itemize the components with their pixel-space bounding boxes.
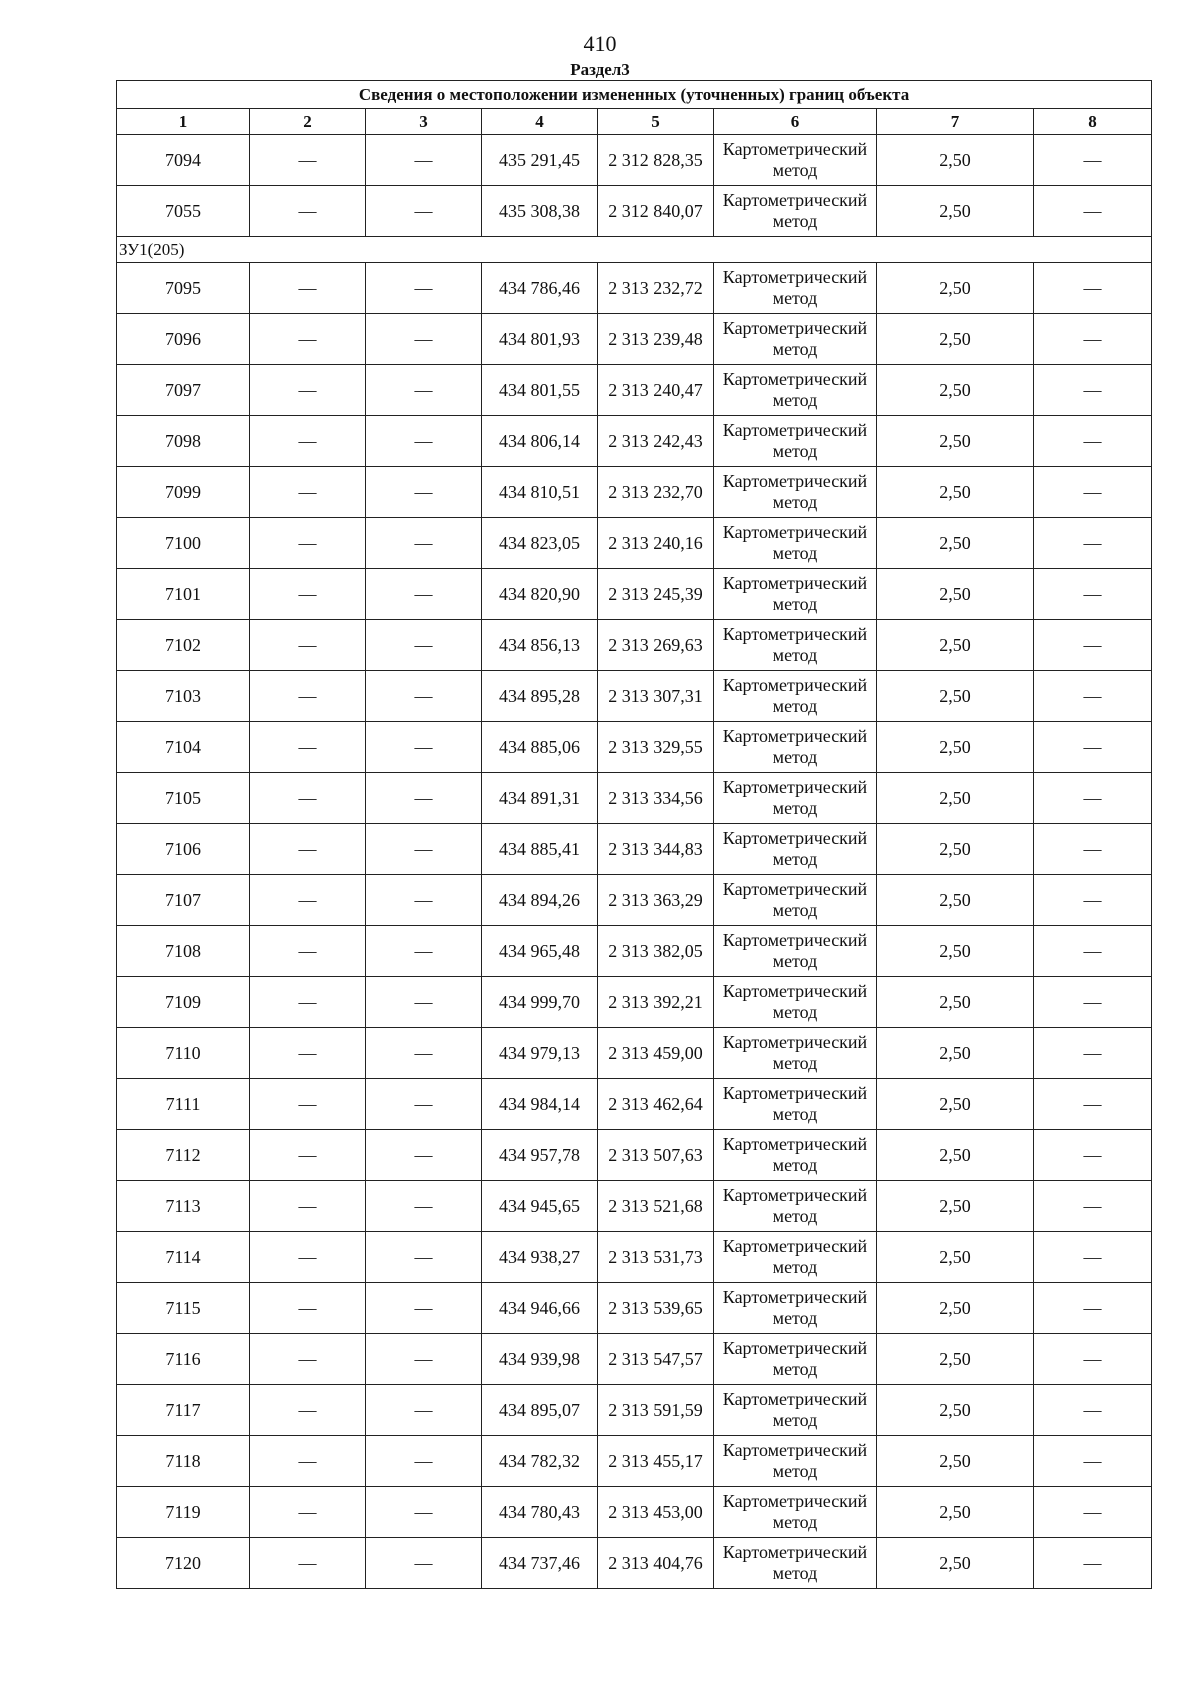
- method-cell: Картометрический метод: [714, 314, 877, 365]
- method-cell: Картометрический метод: [714, 416, 877, 467]
- method-cell: Картометрический метод: [714, 135, 877, 186]
- dash-cell: —: [250, 365, 366, 416]
- precision-cell: 2,50: [877, 569, 1034, 620]
- y-coordinate-cell: 2 313 404,76: [598, 1538, 714, 1589]
- method-cell: Картометрический метод: [714, 1130, 877, 1181]
- point-number-cell: 7115: [117, 1283, 250, 1334]
- dash-cell: —: [366, 416, 482, 467]
- y-coordinate-cell: 2 312 840,07: [598, 186, 714, 237]
- dash-cell: —: [1034, 135, 1152, 186]
- x-coordinate-cell: 434 786,46: [482, 263, 598, 314]
- dash-cell: —: [1034, 569, 1152, 620]
- dash-cell: —: [366, 1385, 482, 1436]
- table-row: [117, 875, 1152, 926]
- dash-cell: —: [250, 263, 366, 314]
- method-cell: Картометрический метод: [714, 518, 877, 569]
- dash-cell: —: [1034, 263, 1152, 314]
- dash-cell: —: [366, 1232, 482, 1283]
- dash-cell: —: [366, 467, 482, 518]
- dash-cell: —: [250, 416, 366, 467]
- precision-cell: 2,50: [877, 518, 1034, 569]
- table-row: [117, 1487, 1152, 1538]
- table-row: [117, 365, 1152, 416]
- dash-cell: —: [366, 1079, 482, 1130]
- column-number: 2: [250, 109, 366, 135]
- x-coordinate-cell: 434 895,28: [482, 671, 598, 722]
- point-number-cell: 7055: [117, 186, 250, 237]
- method-cell: Картометрический метод: [714, 1538, 877, 1589]
- table-row: [117, 824, 1152, 875]
- dash-cell: —: [1034, 314, 1152, 365]
- x-coordinate-cell: 434 895,07: [482, 1385, 598, 1436]
- dash-cell: —: [1034, 875, 1152, 926]
- dash-cell: —: [366, 977, 482, 1028]
- x-coordinate-cell: 434 891,31: [482, 773, 598, 824]
- dash-cell: —: [1034, 365, 1152, 416]
- x-coordinate-cell: 434 945,65: [482, 1181, 598, 1232]
- y-coordinate-cell: 2 313 382,05: [598, 926, 714, 977]
- table-row: [117, 926, 1152, 977]
- dash-cell: —: [250, 824, 366, 875]
- y-coordinate-cell: 2 313 539,65: [598, 1283, 714, 1334]
- table-row: [117, 773, 1152, 824]
- table-row: [117, 1385, 1152, 1436]
- dash-cell: —: [250, 1436, 366, 1487]
- x-coordinate-cell: 434 984,14: [482, 1079, 598, 1130]
- table-row: [117, 1334, 1152, 1385]
- x-coordinate-cell: 434 999,70: [482, 977, 598, 1028]
- table-row: [117, 1283, 1152, 1334]
- precision-cell: 2,50: [877, 773, 1034, 824]
- table-row: [117, 416, 1152, 467]
- table-row: [117, 1232, 1152, 1283]
- x-coordinate-cell: 434 737,46: [482, 1538, 598, 1589]
- table-row: [117, 263, 1152, 314]
- dash-cell: —: [366, 365, 482, 416]
- method-cell: Картометрический метод: [714, 1283, 877, 1334]
- table-row: [117, 467, 1152, 518]
- dash-cell: —: [1034, 671, 1152, 722]
- dash-cell: —: [1034, 1334, 1152, 1385]
- y-coordinate-cell: 2 313 507,63: [598, 1130, 714, 1181]
- dash-cell: —: [366, 824, 482, 875]
- point-number-cell: 7100: [117, 518, 250, 569]
- dash-cell: —: [250, 1487, 366, 1538]
- y-coordinate-cell: 2 313 547,57: [598, 1334, 714, 1385]
- dash-cell: —: [250, 620, 366, 671]
- dash-cell: —: [250, 186, 366, 237]
- table-row: [117, 977, 1152, 1028]
- precision-cell: 2,50: [877, 1538, 1034, 1589]
- section-title: Раздел3: [570, 60, 630, 79]
- y-coordinate-cell: 2 313 363,29: [598, 875, 714, 926]
- y-coordinate-cell: 2 313 531,73: [598, 1232, 714, 1283]
- dash-cell: —: [250, 1130, 366, 1181]
- x-coordinate-cell: 434 957,78: [482, 1130, 598, 1181]
- table-row: [117, 722, 1152, 773]
- point-number-cell: 7111: [117, 1079, 250, 1130]
- point-number-cell: 7096: [117, 314, 250, 365]
- table-row: [117, 1079, 1152, 1130]
- point-number-cell: 7098: [117, 416, 250, 467]
- dash-cell: —: [250, 518, 366, 569]
- dash-cell: —: [366, 620, 482, 671]
- method-cell: Картометрический метод: [714, 620, 877, 671]
- table-row: [117, 1028, 1152, 1079]
- table-row: [117, 1181, 1152, 1232]
- precision-cell: 2,50: [877, 365, 1034, 416]
- table-row: [117, 135, 1152, 186]
- point-number-cell: 7119: [117, 1487, 250, 1538]
- precision-cell: 2,50: [877, 135, 1034, 186]
- method-cell: Картометрический метод: [714, 773, 877, 824]
- table-group-row: [117, 237, 1152, 263]
- table-row: [117, 518, 1152, 569]
- method-cell: Картометрический метод: [714, 467, 877, 518]
- precision-cell: 2,50: [877, 1130, 1034, 1181]
- method-cell: Картометрический метод: [714, 1487, 877, 1538]
- dash-cell: —: [366, 263, 482, 314]
- table-row: [117, 620, 1152, 671]
- method-cell: Картометрический метод: [714, 365, 877, 416]
- method-cell: Картометрический метод: [714, 263, 877, 314]
- method-cell: Картометрический метод: [714, 569, 877, 620]
- y-coordinate-cell: 2 313 521,68: [598, 1181, 714, 1232]
- x-coordinate-cell: 434 820,90: [482, 569, 598, 620]
- dash-cell: —: [250, 1385, 366, 1436]
- precision-cell: 2,50: [877, 926, 1034, 977]
- precision-cell: 2,50: [877, 1487, 1034, 1538]
- coordinates-table: [116, 80, 1152, 1589]
- x-coordinate-cell: 434 810,51: [482, 467, 598, 518]
- column-number: 7: [877, 109, 1034, 135]
- dash-cell: —: [1034, 1028, 1152, 1079]
- page-number: 410: [583, 31, 617, 56]
- point-number-cell: 7097: [117, 365, 250, 416]
- point-number-cell: 7095: [117, 263, 250, 314]
- dash-cell: —: [250, 926, 366, 977]
- y-coordinate-cell: 2 313 245,39: [598, 569, 714, 620]
- precision-cell: 2,50: [877, 186, 1034, 237]
- precision-cell: 2,50: [877, 722, 1034, 773]
- point-number-cell: 7120: [117, 1538, 250, 1589]
- dash-cell: —: [366, 314, 482, 365]
- dash-cell: —: [1034, 1130, 1152, 1181]
- method-cell: Картометрический метод: [714, 824, 877, 875]
- y-coordinate-cell: 2 313 307,31: [598, 671, 714, 722]
- dash-cell: —: [366, 569, 482, 620]
- table-row: [117, 1130, 1152, 1181]
- y-coordinate-cell: 2 313 269,63: [598, 620, 714, 671]
- y-coordinate-cell: 2 313 591,59: [598, 1385, 714, 1436]
- dash-cell: —: [1034, 1436, 1152, 1487]
- method-cell: Картометрический метод: [714, 1028, 877, 1079]
- y-coordinate-cell: 2 313 392,21: [598, 977, 714, 1028]
- dash-cell: —: [366, 926, 482, 977]
- dash-cell: —: [250, 1181, 366, 1232]
- y-coordinate-cell: 2 313 459,00: [598, 1028, 714, 1079]
- y-coordinate-cell: 2 313 334,56: [598, 773, 714, 824]
- dash-cell: —: [366, 1436, 482, 1487]
- dash-cell: —: [366, 671, 482, 722]
- y-coordinate-cell: 2 312 828,35: [598, 135, 714, 186]
- table-caption: Сведения о местоположении измененных (уточненных) границ объекта: [117, 81, 1152, 109]
- point-number-cell: 7102: [117, 620, 250, 671]
- dash-cell: —: [366, 518, 482, 569]
- method-cell: Картометрический метод: [714, 875, 877, 926]
- precision-cell: 2,50: [877, 875, 1034, 926]
- y-coordinate-cell: 2 313 240,16: [598, 518, 714, 569]
- dash-cell: —: [250, 875, 366, 926]
- precision-cell: 2,50: [877, 1232, 1034, 1283]
- table-row: [117, 569, 1152, 620]
- dash-cell: —: [1034, 722, 1152, 773]
- dash-cell: —: [250, 135, 366, 186]
- dash-cell: —: [1034, 977, 1152, 1028]
- dash-cell: —: [250, 1028, 366, 1079]
- dash-cell: —: [366, 1130, 482, 1181]
- method-cell: Картометрический метод: [714, 1436, 877, 1487]
- dash-cell: —: [366, 135, 482, 186]
- dash-cell: —: [1034, 186, 1152, 237]
- dash-cell: —: [1034, 1079, 1152, 1130]
- y-coordinate-cell: 2 313 239,48: [598, 314, 714, 365]
- dash-cell: —: [250, 1283, 366, 1334]
- dash-cell: —: [366, 722, 482, 773]
- point-number-cell: 7106: [117, 824, 250, 875]
- precision-cell: 2,50: [877, 824, 1034, 875]
- y-coordinate-cell: 2 313 453,00: [598, 1487, 714, 1538]
- dash-cell: —: [366, 875, 482, 926]
- dash-cell: —: [250, 467, 366, 518]
- dash-cell: —: [250, 671, 366, 722]
- point-number-cell: 7109: [117, 977, 250, 1028]
- point-number-cell: 7114: [117, 1232, 250, 1283]
- dash-cell: —: [1034, 773, 1152, 824]
- y-coordinate-cell: 2 313 232,70: [598, 467, 714, 518]
- method-cell: Картометрический метод: [714, 186, 877, 237]
- y-coordinate-cell: 2 313 455,17: [598, 1436, 714, 1487]
- method-cell: Картометрический метод: [714, 722, 877, 773]
- precision-cell: 2,50: [877, 314, 1034, 365]
- dash-cell: —: [1034, 824, 1152, 875]
- point-number-cell: 7104: [117, 722, 250, 773]
- x-coordinate-cell: 435 291,45: [482, 135, 598, 186]
- point-number-cell: 7110: [117, 1028, 250, 1079]
- column-number-row: [117, 109, 1152, 135]
- dash-cell: —: [1034, 416, 1152, 467]
- dash-cell: —: [1034, 467, 1152, 518]
- precision-cell: 2,50: [877, 1181, 1034, 1232]
- point-number-cell: 7116: [117, 1334, 250, 1385]
- x-coordinate-cell: 434 801,93: [482, 314, 598, 365]
- dash-cell: —: [1034, 1232, 1152, 1283]
- method-cell: Картометрический метод: [714, 1334, 877, 1385]
- dash-cell: —: [366, 1028, 482, 1079]
- dash-cell: —: [250, 977, 366, 1028]
- dash-cell: —: [250, 773, 366, 824]
- x-coordinate-cell: 434 885,06: [482, 722, 598, 773]
- precision-cell: 2,50: [877, 977, 1034, 1028]
- column-number: 1: [117, 109, 250, 135]
- point-number-cell: 7101: [117, 569, 250, 620]
- precision-cell: 2,50: [877, 1079, 1034, 1130]
- point-number-cell: 7099: [117, 467, 250, 518]
- x-coordinate-cell: 434 894,26: [482, 875, 598, 926]
- dash-cell: —: [1034, 1181, 1152, 1232]
- dash-cell: —: [1034, 1385, 1152, 1436]
- x-coordinate-cell: 434 806,14: [482, 416, 598, 467]
- x-coordinate-cell: 434 939,98: [482, 1334, 598, 1385]
- precision-cell: 2,50: [877, 1028, 1034, 1079]
- column-number: 8: [1034, 109, 1152, 135]
- table-row: [117, 314, 1152, 365]
- x-coordinate-cell: 434 946,66: [482, 1283, 598, 1334]
- method-cell: Картометрический метод: [714, 1181, 877, 1232]
- method-cell: Картометрический метод: [714, 926, 877, 977]
- method-cell: Картометрический метод: [714, 671, 877, 722]
- dash-cell: —: [1034, 926, 1152, 977]
- x-coordinate-cell: 434 965,48: [482, 926, 598, 977]
- dash-cell: —: [1034, 1538, 1152, 1589]
- y-coordinate-cell: 2 313 344,83: [598, 824, 714, 875]
- x-coordinate-cell: 434 885,41: [482, 824, 598, 875]
- column-number: 3: [366, 109, 482, 135]
- group-label: ЗУ1(205): [117, 237, 1152, 263]
- y-coordinate-cell: 2 313 232,72: [598, 263, 714, 314]
- x-coordinate-cell: 434 979,13: [482, 1028, 598, 1079]
- x-coordinate-cell: 434 782,32: [482, 1436, 598, 1487]
- point-number-cell: 7107: [117, 875, 250, 926]
- point-number-cell: 7103: [117, 671, 250, 722]
- point-number-cell: 7108: [117, 926, 250, 977]
- point-number-cell: 7112: [117, 1130, 250, 1181]
- y-coordinate-cell: 2 313 242,43: [598, 416, 714, 467]
- column-number: 4: [482, 109, 598, 135]
- table-body: [117, 135, 1152, 1589]
- point-number-cell: 7118: [117, 1436, 250, 1487]
- precision-cell: 2,50: [877, 263, 1034, 314]
- table-row: [117, 1538, 1152, 1589]
- precision-cell: 2,50: [877, 1436, 1034, 1487]
- column-number: 5: [598, 109, 714, 135]
- dash-cell: —: [1034, 1487, 1152, 1538]
- x-coordinate-cell: 434 856,13: [482, 620, 598, 671]
- dash-cell: —: [1034, 1283, 1152, 1334]
- dash-cell: —: [366, 1334, 482, 1385]
- precision-cell: 2,50: [877, 671, 1034, 722]
- table-row: [117, 1436, 1152, 1487]
- x-coordinate-cell: 434 938,27: [482, 1232, 598, 1283]
- point-number-cell: 7113: [117, 1181, 250, 1232]
- dash-cell: —: [250, 722, 366, 773]
- dash-cell: —: [366, 773, 482, 824]
- y-coordinate-cell: 2 313 329,55: [598, 722, 714, 773]
- dash-cell: —: [250, 1334, 366, 1385]
- point-number-cell: 7094: [117, 135, 250, 186]
- precision-cell: 2,50: [877, 1385, 1034, 1436]
- x-coordinate-cell: 434 780,43: [482, 1487, 598, 1538]
- dash-cell: —: [250, 314, 366, 365]
- table-row: [117, 671, 1152, 722]
- dash-cell: —: [250, 569, 366, 620]
- dash-cell: —: [366, 1538, 482, 1589]
- dash-cell: —: [1034, 620, 1152, 671]
- dash-cell: —: [1034, 518, 1152, 569]
- method-cell: Картометрический метод: [714, 977, 877, 1028]
- dash-cell: —: [366, 186, 482, 237]
- method-cell: Картометрический метод: [714, 1079, 877, 1130]
- precision-cell: 2,50: [877, 620, 1034, 671]
- dash-cell: —: [366, 1283, 482, 1334]
- table-row: [117, 186, 1152, 237]
- x-coordinate-cell: 434 823,05: [482, 518, 598, 569]
- method-cell: Картометрический метод: [714, 1385, 877, 1436]
- y-coordinate-cell: 2 313 240,47: [598, 365, 714, 416]
- dash-cell: —: [250, 1079, 366, 1130]
- dash-cell: —: [250, 1232, 366, 1283]
- point-number-cell: 7105: [117, 773, 250, 824]
- precision-cell: 2,50: [877, 416, 1034, 467]
- y-coordinate-cell: 2 313 462,64: [598, 1079, 714, 1130]
- column-number: 6: [714, 109, 877, 135]
- x-coordinate-cell: 435 308,38: [482, 186, 598, 237]
- dash-cell: —: [250, 1538, 366, 1589]
- dash-cell: —: [366, 1487, 482, 1538]
- method-cell: Картометрический метод: [714, 1232, 877, 1283]
- precision-cell: 2,50: [877, 467, 1034, 518]
- point-number-cell: 7117: [117, 1385, 250, 1436]
- precision-cell: 2,50: [877, 1334, 1034, 1385]
- x-coordinate-cell: 434 801,55: [482, 365, 598, 416]
- precision-cell: 2,50: [877, 1283, 1034, 1334]
- dash-cell: —: [366, 1181, 482, 1232]
